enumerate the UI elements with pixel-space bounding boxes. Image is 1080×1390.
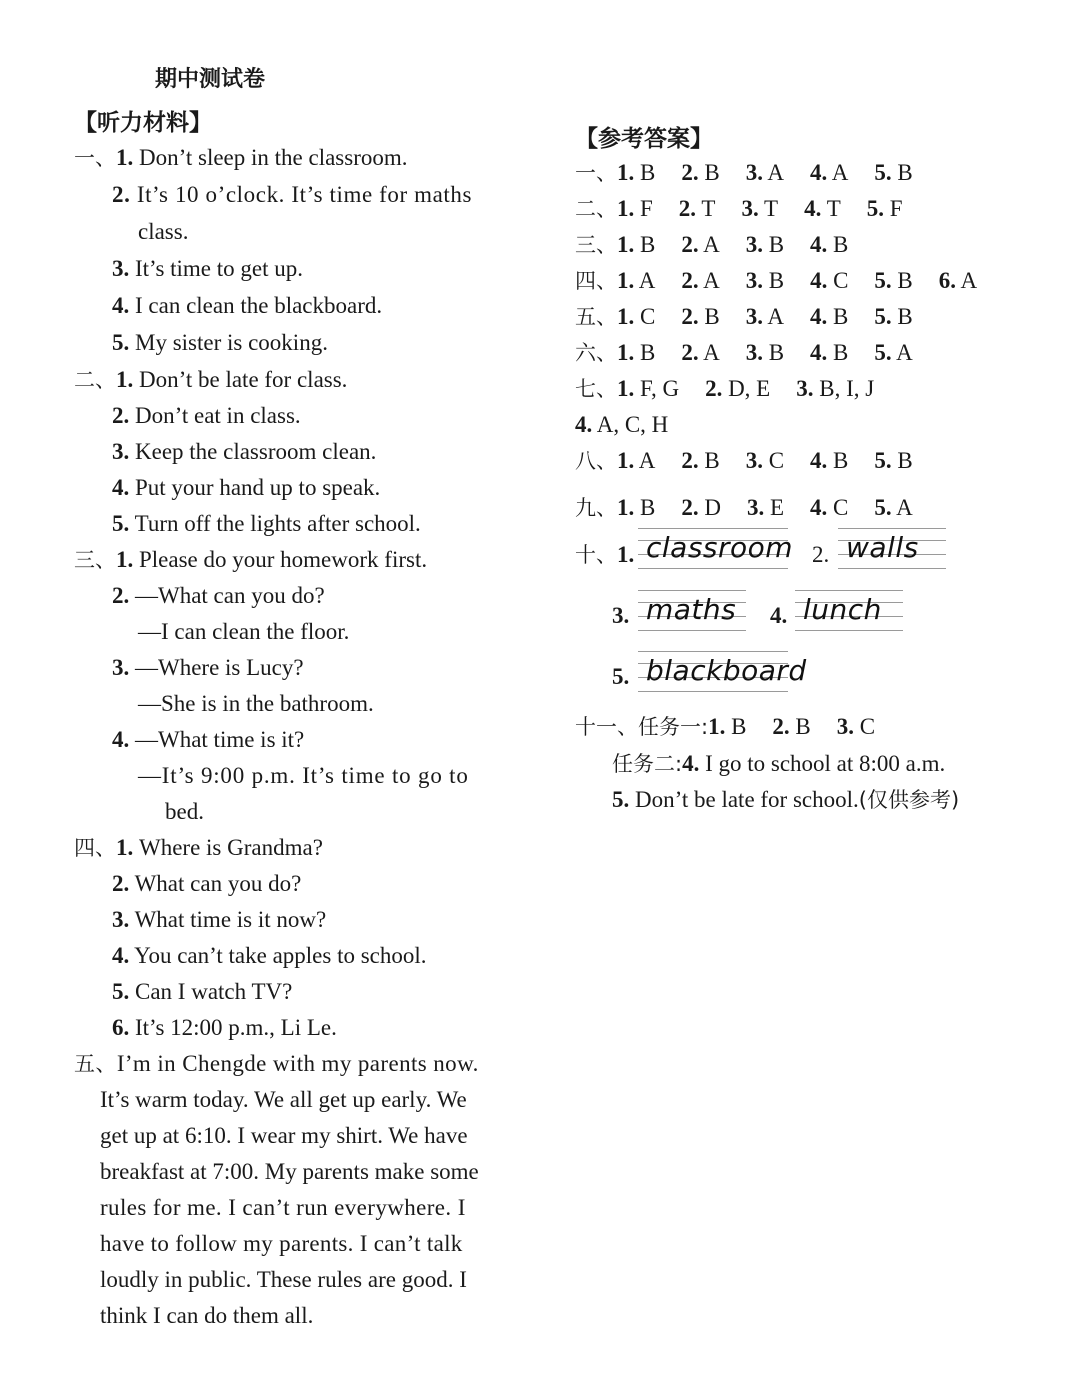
s5-line-5: rules for me. I can’t run everywhere. I — [100, 1195, 466, 1220]
s1-item-3: 3. It’s time to get up. — [112, 256, 304, 281]
answer-row-11-task2: 任务二:4. I go to school at 8:00 a.m. — [612, 751, 946, 776]
handwriting-answer-maths: maths — [638, 590, 746, 632]
s2-item-2: 2. Don’t eat in class. — [112, 403, 301, 428]
answer-item: 1. A — [617, 268, 656, 293]
handwriting-answer-classroom: classroom — [638, 528, 788, 570]
handwriting-answer-lunch: lunch — [795, 590, 903, 632]
s3-item-4-cont: bed. — [165, 799, 204, 824]
answer-row-1: 一、1. B 2. B 3. A 4. A 5. B — [575, 158, 939, 188]
answer-item: 5. B — [874, 304, 913, 329]
answer-10-num-3: 3. — [612, 603, 630, 628]
answer-item: 4. B — [810, 340, 849, 365]
answer-item: 2. B — [772, 714, 811, 739]
answer-item: 4. T — [804, 196, 841, 221]
s1-item-1: 一、1. Don’t sleep in the classroom. — [74, 145, 408, 170]
answer-item: 3. B — [745, 268, 785, 293]
answer-item: 5. B — [874, 448, 913, 473]
answer-item: 4. A, C, H — [575, 412, 669, 437]
s1-item-2: 2. It’s 10 o’clock. It’s time for maths — [112, 182, 473, 207]
answer-item: 2. T — [678, 196, 716, 221]
answer-row-7: 七、1. F, G 2. D, E 3. B, I, J — [575, 374, 900, 404]
answer-item: 2. D — [681, 495, 721, 520]
answer-item: 3. C — [836, 714, 876, 739]
s1-item-2-cont: class. — [138, 219, 189, 244]
s4-item-4: 4. You can’t take apples to school. — [112, 943, 427, 968]
answer-item: 3. B, I, J — [796, 376, 875, 401]
s5-line-1: 五、I’m in Chengde with my parents now. — [74, 1051, 479, 1076]
s5-line-4: breakfast at 7:00. My parents make some — [100, 1159, 479, 1184]
answer-10-num-5: 5. — [612, 664, 630, 689]
answer-item: 3. A — [745, 160, 785, 185]
s4-item-5: 5. Can I watch TV? — [112, 979, 293, 1004]
answer-item: 1. B — [617, 495, 656, 520]
answer-row-9: 九、1. B 2. D 3. E 4. C 5. A — [575, 493, 939, 523]
answer-item: 5. B — [874, 160, 913, 185]
handwriting-answer-walls: walls — [838, 528, 946, 570]
answer-item: 3. T — [741, 196, 779, 221]
s3-item-1: 三、1. Please do your homework first. — [74, 547, 428, 572]
listening-header: 【听力材料】 — [74, 110, 212, 136]
answer-row-4: 四、1. A 2. A 3. B 4. C 5. B 6. A — [575, 266, 977, 296]
answer-item: 2. A — [681, 340, 720, 365]
answer-row-8: 八、1. A 2. B 3. C 4. B 5. B — [575, 446, 939, 476]
answer-item: 5. B — [874, 268, 913, 293]
answer-item: 1. F — [617, 196, 653, 221]
answer-item: 1. F, G — [617, 376, 680, 401]
answer-row-5: 五、1. C 2. B 3. A 4. B 5. B — [575, 302, 939, 332]
answer-item: 3. E — [746, 495, 785, 520]
answer-item: 5. A — [874, 495, 913, 520]
answer-item: 6. A — [938, 268, 978, 293]
s3-item-3-reply: —She is in the bathroom. — [138, 691, 374, 716]
answer-row-10-label: 十、1. — [575, 542, 635, 567]
handwriting-answer-blackboard: blackboard — [638, 651, 788, 693]
answer-item: 2. D, E — [705, 376, 771, 401]
answers-header: 【参考答案】 — [575, 126, 713, 152]
s3-item-2: 2. —What can you do? — [112, 583, 325, 608]
s2-item-1: 二、1. Don’t be late for class. — [74, 367, 348, 392]
s1-item-5: 5. My sister is cooking. — [112, 330, 328, 355]
answer-row-11-task1: 十一、任务一:1. B 2. B 3. C — [575, 712, 901, 742]
answer-item: 3. C — [745, 448, 785, 473]
s4-item-3: 3. What time is it now? — [112, 907, 327, 932]
answer-item: 1. B — [617, 340, 656, 365]
s3-item-4: 4. —What time is it? — [112, 727, 305, 752]
answer-item: 4. C — [810, 268, 849, 293]
answer-item: 1. C — [617, 304, 656, 329]
s3-item-2-reply: —I can clean the floor. — [138, 619, 350, 644]
answer-item: 5. F — [866, 196, 903, 221]
answer-item: 2. B — [681, 304, 720, 329]
s5-line-8: think I can do them all. — [100, 1303, 314, 1328]
answer-item: 1. B — [617, 160, 656, 185]
s5-line-6: have to follow my parents. I can’t talk — [100, 1231, 463, 1256]
answer-row-2: 二、1. F 2. T 3. T 4. T 5. F — [575, 194, 929, 224]
s5-line-7: loudly in public. These rules are good. I — [100, 1267, 467, 1292]
answer-item: 1. A — [617, 448, 656, 473]
s2-item-5: 5. Turn off the lights after school. — [112, 511, 421, 536]
answer-item: 3. B — [745, 232, 785, 257]
answer-10-num-2: 2. — [812, 542, 830, 567]
answer-item: 5. A — [874, 340, 913, 365]
answer-item: 3. A — [745, 304, 785, 329]
s1-item-4: 4. I can clean the blackboard. — [112, 293, 383, 318]
answer-item: 4. B — [810, 232, 849, 257]
answer-item: 4. C — [810, 495, 849, 520]
s4-item-1: 四、1. Where is Grandma? — [74, 835, 323, 860]
answer-item: 4. B — [810, 304, 849, 329]
answer-item: 1. B — [708, 714, 747, 739]
page-title: 期中测试卷 — [155, 67, 266, 92]
answer-item: 3. B — [745, 340, 785, 365]
s4-item-2: 2. What can you do? — [112, 871, 302, 896]
answer-item: 4. A — [810, 160, 849, 185]
answer-item: 2. A — [681, 232, 720, 257]
s3-item-4-reply: —It’s 9:00 p.m. It’s time to go to — [138, 763, 469, 788]
answer-row-7-cont — [575, 410, 694, 440]
answer-row-6: 六、1. B 2. A 3. B 4. B 5. A — [575, 338, 939, 368]
answer-item: 2. B — [681, 160, 720, 185]
answer-item: 2. A — [681, 268, 720, 293]
s2-item-4: 4. Put your hand up to speak. — [112, 475, 381, 500]
s3-item-3: 3. —Where is Lucy? — [112, 655, 304, 680]
answer-item: 4. B — [810, 448, 849, 473]
answer-item: 1. B — [617, 232, 656, 257]
answer-10-num-4: 4. — [770, 603, 788, 628]
answer-row-11-task2-line2: 5. Don’t be late for school.(仅供参考) — [612, 787, 960, 812]
answer-item: 2. B — [681, 448, 720, 473]
s5-line-2: It’s warm today. We all get up early. We — [100, 1087, 467, 1112]
answer-row-3: 三、1. B 2. A 3. B 4. B — [575, 230, 874, 260]
s4-item-6: 6. It’s 12:00 p.m., Li Le. — [112, 1015, 337, 1040]
s5-line-3: get up at 6:10. I wear my shirt. We have — [100, 1123, 468, 1148]
s2-item-3: 3. Keep the classroom clean. — [112, 439, 377, 464]
